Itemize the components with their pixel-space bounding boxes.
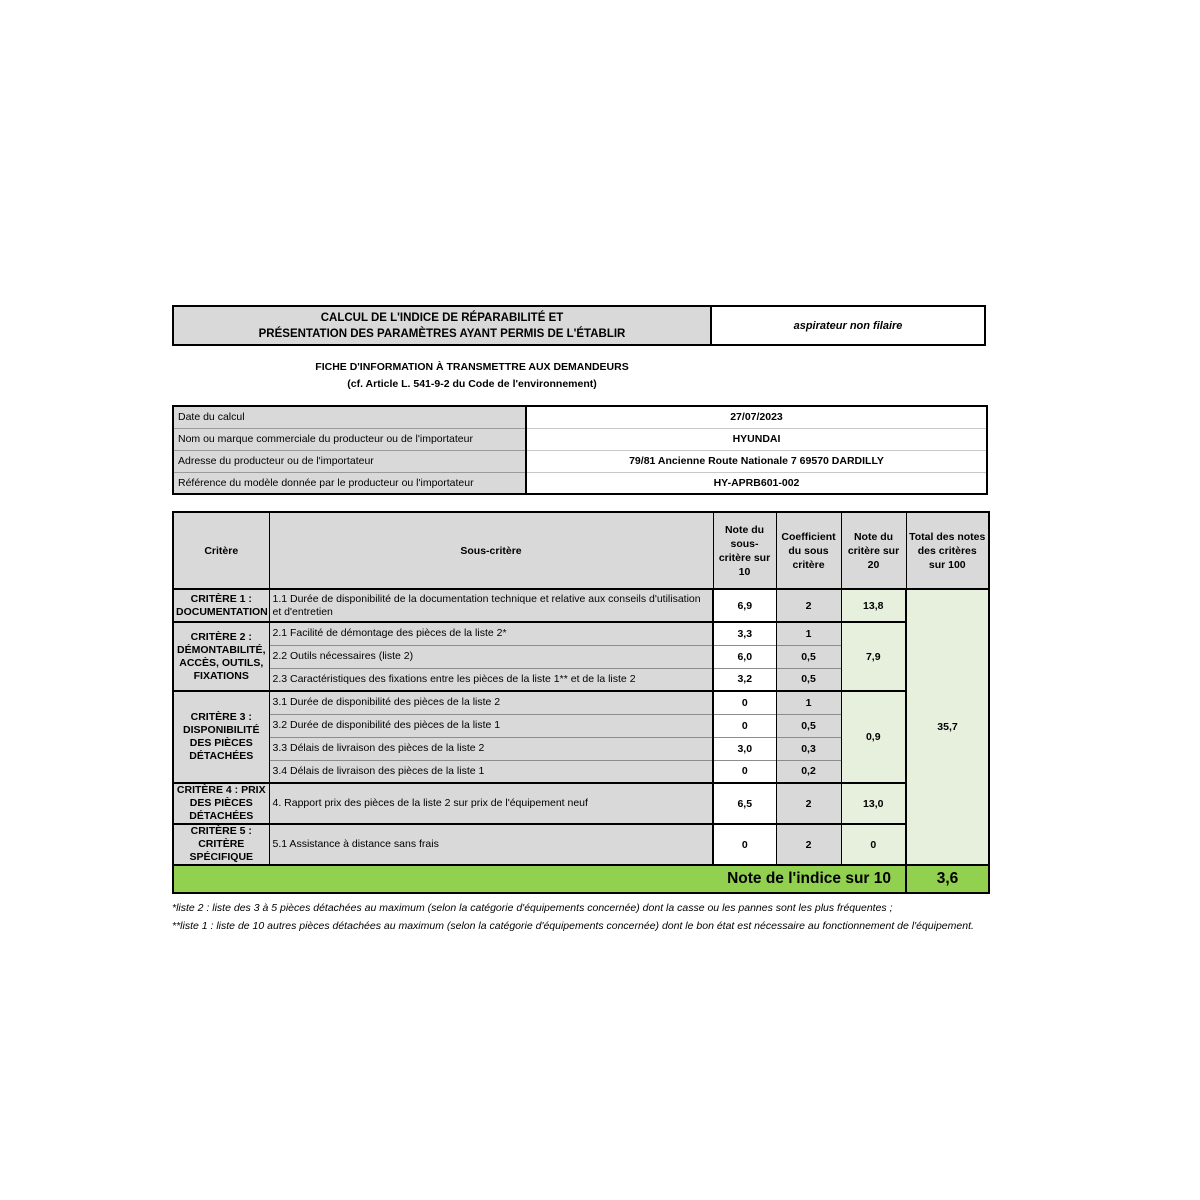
info-row-brand <box>173 428 987 450</box>
coeff-3-4: 0,2 <box>776 760 841 783</box>
subtitle-line2: (cf. Article L. 541-9-2 du Code de l'environnement) <box>347 378 597 390</box>
final-score-value: 3,6 <box>906 865 989 893</box>
info-value-date: 27/07/2023 <box>526 406 987 428</box>
note10-3-2: 0 <box>713 714 776 737</box>
subcriterion-4: 4. Rapport prix des pièces de la liste 2 sur prix de l'équipement neuf <box>269 783 713 824</box>
document-title-line1: CALCUL DE L'INDICE DE RÉPARABILITÉ ET <box>320 311 564 324</box>
note20-criterion-5: 0 <box>841 824 906 865</box>
subcriterion-3-4: 3.4 Délais de livraison des pièces de la liste 1 <box>269 760 713 783</box>
coeff-2-2: 0,5 <box>776 645 841 668</box>
subcriterion-3-2: 3.2 Durée de disponibilité des pièces de la liste 1 <box>269 714 713 737</box>
coeff-5-1: 2 <box>776 824 841 865</box>
note20-criterion-4: 13,0 <box>841 783 906 824</box>
criterion-3-label: CRITÈRE 3 : DISPONIBILITÉ DES PIÈCES DÉTACHÉES <box>173 691 269 783</box>
criterion-2-label: CRITÈRE 2 : DÉMONTABILITÉ, ACCÈS, OUTILS, FIXATIONS <box>173 622 269 691</box>
document-subtitle <box>172 359 772 393</box>
info-value-reference: HY-APRB601-002 <box>526 472 987 494</box>
info-label-brand: Nom ou marque commerciale du producteur ou de l'importateur <box>173 428 526 450</box>
criteria-table <box>172 511 990 894</box>
criterion-5-label: CRITÈRE 5 : CRITÈRE SPÉCIFIQUE <box>173 824 269 865</box>
info-value-address: 79/81 Ancienne Route Nationale 7 69570 DARDILLY <box>526 450 987 472</box>
subcriterion-5-1: 5.1 Assistance à distance sans frais <box>269 824 713 865</box>
footnote-liste1: **liste 1 : liste de 10 autres pièces détachées au maximum (selon la catégorie d'équipements concernée) dont le bon état est nécessaire au fonctionnement de l'équipement. <box>172 920 974 932</box>
subcriterion-2-3: 2.3 Caractéristiques des fixations entre les pièces de la liste 1** et de la liste 2 <box>269 668 713 691</box>
col-header-sous-critere: Sous-critère <box>269 512 713 589</box>
note20-criterion-3: 0,9 <box>841 691 906 783</box>
subcriterion-3-1: 3.1 Durée de disponibilité des pièces de la liste 2 <box>269 691 713 714</box>
subcriterion-1-1: 1.1 Durée de disponibilité de la documentation technique et relative aux conseils d'utilisation et d'entretien <box>269 589 713 622</box>
note10-5-1: 0 <box>713 824 776 865</box>
table-row <box>173 589 989 622</box>
product-info-table <box>172 405 988 495</box>
coeff-3-3: 0,3 <box>776 737 841 760</box>
col-header-coefficient: Coefficient du sous critère <box>776 512 841 589</box>
document-title <box>172 305 712 346</box>
coeff-1-1: 2 <box>776 589 841 622</box>
table-row <box>173 691 989 714</box>
note10-3-1: 0 <box>713 691 776 714</box>
info-label-date: Date du calcul <box>173 406 526 428</box>
note10-3-3: 3,0 <box>713 737 776 760</box>
note20-criterion-1: 13,8 <box>841 589 906 622</box>
table-row <box>173 622 989 645</box>
footnote-liste2: *liste 2 : liste des 3 à 5 pièces détachées au maximum (selon la catégorie d'équipements concernée) dont la casse ou les pannes sont les plus fréquentes ; <box>172 902 893 914</box>
info-label-address: Adresse du producteur ou de l'importateur <box>173 450 526 472</box>
product-category-box <box>710 305 986 346</box>
criteria-table-header-row <box>173 512 989 589</box>
note10-2-2: 6,0 <box>713 645 776 668</box>
subcriterion-2-2: 2.2 Outils nécessaires (liste 2) <box>269 645 713 668</box>
info-row-reference <box>173 472 987 494</box>
note10-2-1: 3,3 <box>713 622 776 645</box>
subcriterion-3-3: 3.3 Délais de livraison des pièces de la liste 2 <box>269 737 713 760</box>
coeff-2-1: 1 <box>776 622 841 645</box>
product-category-label: aspirateur non filaire <box>793 319 903 332</box>
col-header-critere: Critère <box>173 512 269 589</box>
coeff-4: 2 <box>776 783 841 824</box>
footnotes <box>172 899 988 935</box>
coeff-3-1: 1 <box>776 691 841 714</box>
title-row <box>172 305 988 346</box>
note10-4: 6,5 <box>713 783 776 824</box>
col-header-note20: Note du critère sur 20 <box>841 512 906 589</box>
info-value-brand: HYUNDAI <box>526 428 987 450</box>
subcriterion-2-1: 2.1 Facilité de démontage des pièces de la liste 2* <box>269 622 713 645</box>
coeff-2-3: 0,5 <box>776 668 841 691</box>
criterion-4-label: CRITÈRE 4 : PRIX DES PIÈCES DÉTACHÉES <box>173 783 269 824</box>
note10-3-4: 0 <box>713 760 776 783</box>
subtitle-line1: FICHE D'INFORMATION À TRANSMETTRE AUX DEMANDEURS <box>315 361 629 373</box>
document-title-line2: PRÉSENTATION DES PARAMÈTRES AYANT PERMIS DE L'ÉTABLIR <box>258 327 626 340</box>
repairability-sheet <box>172 305 988 935</box>
criterion-1-label: CRITÈRE 1 : DOCUMENTATION <box>173 589 269 622</box>
note10-2-3: 3,2 <box>713 668 776 691</box>
final-score-label: Note de l'indice sur 10 <box>173 865 906 893</box>
coeff-3-2: 0,5 <box>776 714 841 737</box>
info-row-address <box>173 450 987 472</box>
col-header-total: Total des notes des critères sur 100 <box>906 512 989 589</box>
info-row-date <box>173 406 987 428</box>
col-header-note10: Note du sous-critère sur 10 <box>713 512 776 589</box>
table-row <box>173 783 989 824</box>
final-score-row <box>173 865 989 893</box>
note20-criterion-2: 7,9 <box>841 622 906 691</box>
info-label-reference: Référence du modèle donnée par le producteur ou l'importateur <box>173 472 526 494</box>
total-notes-cell: 35,7 <box>906 589 989 865</box>
note10-1-1: 6,9 <box>713 589 776 622</box>
table-row <box>173 824 989 865</box>
